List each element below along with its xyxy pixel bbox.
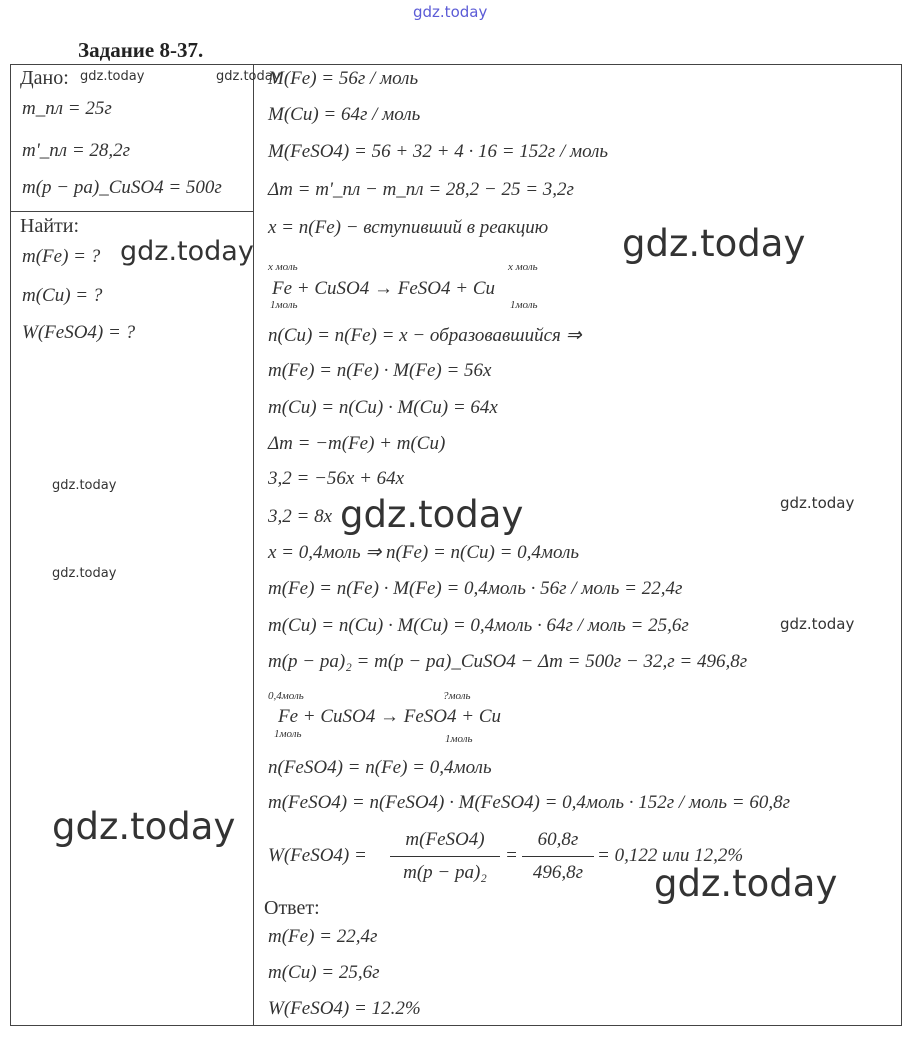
sol-line-12: x = 0,4моль ⇒ n(Fe) = n(Cu) = 0,4моль <box>268 542 580 563</box>
w-equals: = <box>505 845 518 866</box>
watermark-right-small-2: gdz.today <box>780 615 855 633</box>
w-formula-left: W(FeSO4) = <box>268 845 367 866</box>
answer-line-1: m(Fe) = 22,4г <box>268 926 378 947</box>
find-line-2: m(Cu) = ? <box>22 285 103 306</box>
sol-line-4: Δm = m'_пл − m_пл = 28,2 − 25 = 3,2г <box>268 179 574 200</box>
sol-line-15: m(p − pa)₂ = m(p − pa)_CuSO4 − Δm = 500г − 32,г = 496,8г <box>268 651 748 672</box>
watermark-right-big-1: gdz.today <box>622 222 806 265</box>
sol-line-1: M(Fe) = 56г / моль <box>268 68 419 89</box>
find-header: Найти: <box>20 215 80 237</box>
reaction2-top-left: 0,4моль <box>268 690 304 702</box>
given-line-2: m'_пл = 28,2г <box>22 140 131 161</box>
find-line-3: W(FeSO4) = ? <box>22 322 136 343</box>
w-result: = 0,122 или 12,2% <box>597 845 744 866</box>
reaction1-equation: Fe + CuSO4 → FeSO4 + Cu <box>272 278 496 299</box>
sol-line-3: M(FeSO4) = 56 + 32 + 4 · 16 = 152г / моль <box>268 141 609 162</box>
reaction2-equation: Fe + CuSO4 → FeSO4 + Cu <box>278 706 502 727</box>
sol-line-10: 3,2 = −56x + 64x <box>268 468 405 489</box>
sol-line-5: x = n(Fe) − вступивший в реакцию <box>268 217 549 238</box>
watermark-given: gdz.today <box>80 69 145 84</box>
given-header: Дано: <box>20 67 69 89</box>
watermark-top: gdz.today <box>413 3 488 21</box>
task-title: Задание 8-37. <box>78 38 204 62</box>
reaction1-top-right: x моль <box>508 261 538 273</box>
frame-left <box>10 64 11 1026</box>
watermark-left-a: gdz.today <box>52 478 117 493</box>
answer-header: Ответ: <box>264 897 320 919</box>
given-find-divider <box>10 211 254 212</box>
sol-line-7: m(Fe) = n(Fe) · M(Fe) = 56x <box>268 360 492 381</box>
given-line-3: m(p − pa)_CuSO4 = 500г <box>22 177 222 198</box>
watermark-right-small-1: gdz.today <box>780 494 855 512</box>
watermark-right-big-2: gdz.today <box>654 862 838 905</box>
w-denominator-1: m(p − pa)₂ <box>403 862 487 883</box>
watermark-find: gdz.today <box>120 236 254 267</box>
w-numerator-2: 60,8г <box>537 829 579 850</box>
w-fraction-bar-2 <box>522 856 594 857</box>
sol-line-16: n(FeSO4) = n(Fe) = 0,4моль <box>268 757 492 778</box>
find-line-1: m(Fe) = ? <box>22 246 101 267</box>
frame-bottom <box>10 1025 902 1026</box>
reaction1-bottom-right: 1моль <box>510 299 538 311</box>
watermark-left-b: gdz.today <box>52 566 117 581</box>
watermark-left-big: gdz.today <box>52 805 236 848</box>
answer-line-2: m(Cu) = 25,6г <box>268 962 380 983</box>
sol-line-9: Δm = −m(Fe) + m(Cu) <box>268 433 446 454</box>
w-fraction-bar-1 <box>390 856 500 857</box>
sol-line-13: m(Fe) = n(Fe) · M(Fe) = 0,4моль · 56г / моль = 22,4г <box>268 578 683 599</box>
given-line-1: m_пл = 25г <box>22 98 112 119</box>
answer-line-3: W(FeSO4) = 12.2% <box>268 998 421 1019</box>
sol-line-6: n(Cu) = n(Fe) = x − образовавшийся ⇒ <box>268 325 582 346</box>
sol-line-2: M(Cu) = 64г / моль <box>268 104 421 125</box>
reaction2-bottom-left: 1моль <box>274 728 302 740</box>
sol-line-17: m(FeSO4) = n(FeSO4) · M(FeSO4) = 0,4моль · 152г / моль = 60,8г <box>268 792 791 813</box>
watermark-center-big: gdz.today <box>340 493 524 536</box>
reaction1-bottom-left: 1моль <box>270 299 298 311</box>
w-numerator-1: m(FeSO4) <box>405 829 485 850</box>
reaction2-bottom-right: 1моль <box>445 733 473 745</box>
watermark-given-2: gdz.today <box>216 69 281 84</box>
frame-right <box>901 64 902 1026</box>
reaction1-top-left: x моль <box>268 261 298 273</box>
w-denominator-2: 496,8г <box>532 862 584 883</box>
frame-top <box>10 64 902 65</box>
sol-line-14: m(Cu) = n(Cu) · M(Cu) = 0,4моль · 64г / моль = 25,6г <box>268 615 689 636</box>
frame-divider <box>253 64 254 1026</box>
sol-line-8: m(Cu) = n(Cu) · M(Cu) = 64x <box>268 397 498 418</box>
sol-line-11: 3,2 = 8x <box>268 506 333 527</box>
reaction2-top-right: ?моль <box>443 690 471 702</box>
